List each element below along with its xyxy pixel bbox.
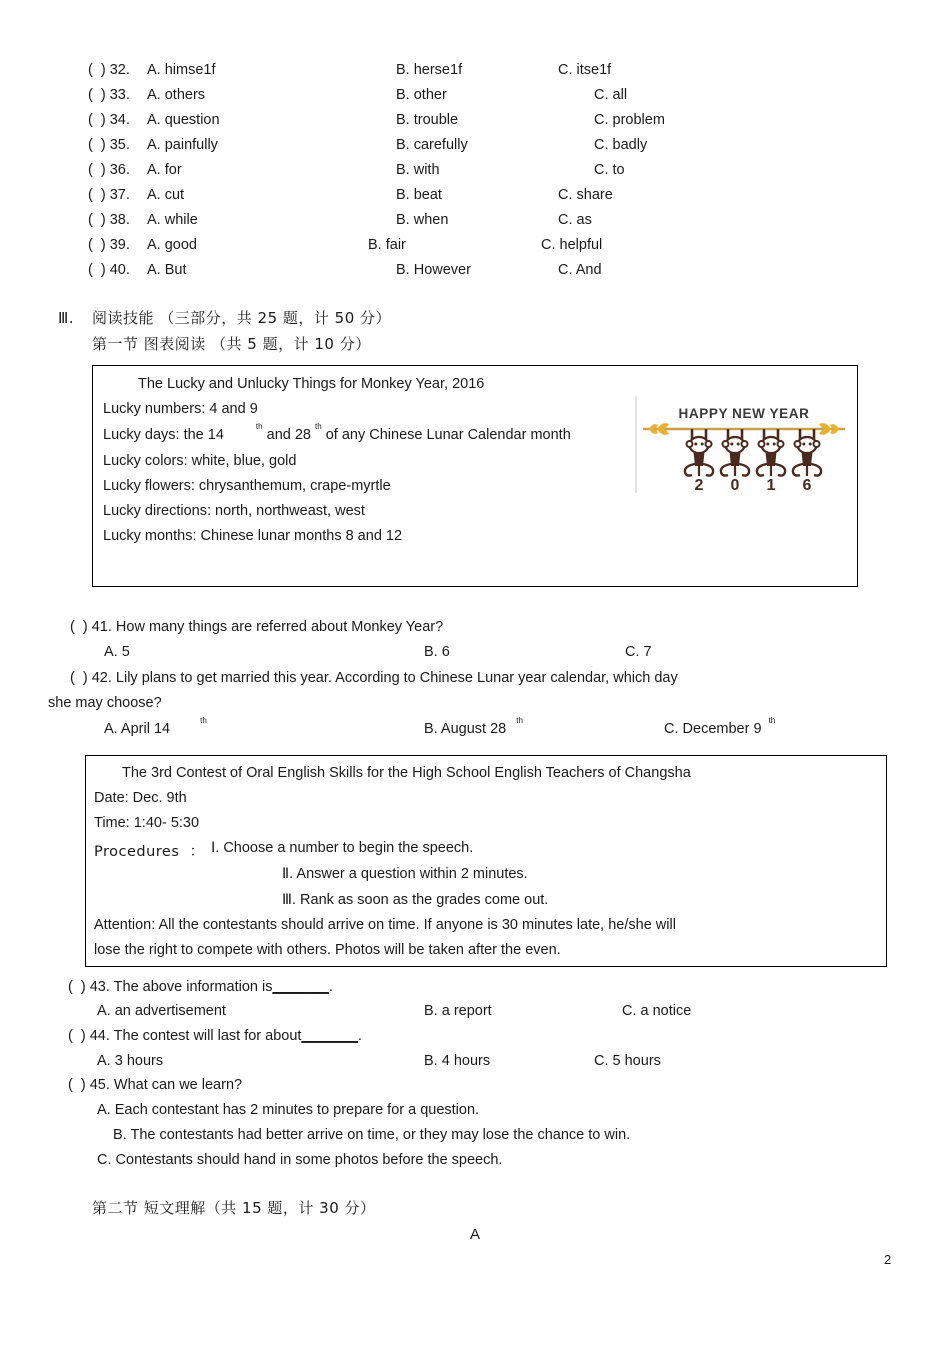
cloze-option-a[interactable]: A. question (147, 112, 220, 128)
question-42-option-b-sup: th (516, 716, 523, 725)
cloze-row-marker: ( ) 37. (88, 187, 130, 203)
question-42-option-a[interactable] (104, 716, 207, 738)
question-43-option-b[interactable]: B. a report (424, 1003, 492, 1019)
question-44-option-a[interactable]: A. 3 hours (97, 1053, 164, 1069)
cloze-option-a[interactable]: A. But (147, 262, 187, 278)
question-44-stem (68, 1029, 362, 1045)
question-43-option-c[interactable]: C. a notice (622, 1003, 692, 1019)
contest-box-title: The 3rd Contest of Oral English Skills for the High School English Teachers of Changsha (122, 765, 691, 781)
contest-box-procedure-3: Ⅲ. Rank as soon as the grades come out. (282, 892, 549, 908)
cloze-option-c[interactable]: C. share (558, 187, 613, 203)
cloze-option-c[interactable]: C. And (558, 262, 602, 278)
monkey-year-box (92, 365, 858, 587)
question-42-stem-line2: she may choose? (48, 695, 162, 711)
cloze-option-c[interactable]: C. as (558, 212, 592, 228)
cloze-option-b[interactable]: B. However (396, 262, 471, 278)
question-45-stem: ( ) 45. What can we learn? (68, 1077, 243, 1093)
cloze-row-marker: ( ) 36. (88, 162, 130, 178)
monkey-box-title: The Lucky and Unlucky Things for Monkey Year, 2016 (138, 376, 485, 392)
monkey-box-days-sup2: th (315, 422, 322, 431)
passage-label-a: A (470, 1226, 481, 1243)
question-45-option-b[interactable]: B. The contestants had better arrive on time, or they may lose the chance to win. (113, 1127, 631, 1143)
contest-notice-box (85, 755, 887, 967)
question-44-option-b[interactable]: B. 4 hours (424, 1053, 491, 1069)
question-41-option-c[interactable]: C. 7 (625, 644, 652, 660)
monkey-box-days (103, 422, 571, 443)
question-41-stem: ( ) 41. How many things are referred about Monkey Year? (70, 619, 444, 635)
monkey-tail-digit: 6 (802, 477, 812, 493)
question-42-option-b-label: B. August 28 (424, 720, 507, 737)
monkey-box-days-prefix: Lucky days: the 14 (103, 426, 224, 443)
monkey-box-numbers: Lucky numbers: 4 and 9 (103, 401, 258, 417)
question-42-stem-line1: ( ) 42. Lily plans to get married this year. According to Chinese Lunar year calendar, which day (70, 670, 678, 686)
cloze-option-c[interactable]: C. badly (594, 137, 648, 153)
question-43-blank[interactable]: _______ (272, 979, 329, 995)
question-42-option-c-sup: th (768, 716, 776, 725)
cloze-row-marker: ( ) 32. (88, 62, 130, 78)
contest-box-date: Date: Dec. 9th (94, 790, 187, 806)
monkey-box-months: Lucky months: Chinese lunar months 8 and 12 (103, 528, 403, 544)
cloze-row (0, 187, 950, 212)
happy-new-year-text: HAPPY NEW YEAR (678, 406, 810, 421)
question-42-option-a-label: A. April 14 (104, 720, 171, 737)
cloze-option-a[interactable]: A. cut (147, 187, 185, 203)
cloze-option-b[interactable]: B. beat (396, 187, 442, 203)
cloze-option-b[interactable]: B. with (396, 162, 440, 178)
question-43-stem (68, 980, 333, 996)
cloze-row (0, 212, 950, 237)
question-42-option-b[interactable] (424, 716, 523, 738)
monkey-tail-digit: 1 (766, 477, 776, 493)
monkey-box-days-mid: and 28 (266, 426, 311, 443)
cloze-option-c[interactable]: C. all (594, 87, 628, 103)
cloze-option-b[interactable]: B. herse1f (396, 62, 463, 78)
cloze-option-b[interactable]: B. other (396, 87, 447, 103)
cloze-option-c[interactable]: C. itse1f (558, 62, 612, 78)
cloze-row-marker: ( ) 39. (88, 237, 130, 253)
monkey-tail-digit: 0 (730, 477, 740, 493)
monkey-box-days-sup1: th (255, 422, 263, 431)
contest-box-time: Time: 1:40- 5:30 (94, 815, 200, 831)
question-43-stem-pre: ( ) 43. The above information is (68, 979, 273, 995)
section-three-heading: 阅读技能 （三部分，共 25 题，计 50 分） (92, 309, 392, 327)
contest-box-attention-line1: Attention: All the contestants should arrive on time. If anyone is 30 minutes late, he/she will (94, 917, 676, 933)
cloze-option-b[interactable]: B. carefully (396, 137, 468, 153)
part-two-heading: 第二节 短文理解（共 15 题，计 30 分） (92, 1199, 376, 1217)
question-44-stem-post: . (357, 1028, 362, 1044)
question-42-option-a-sup: th (200, 716, 207, 725)
cloze-row (0, 112, 950, 137)
monkey-box-days-tail: of any Chinese Lunar Calendar month (325, 426, 571, 443)
cloze-option-a[interactable]: A. painfully (147, 137, 218, 153)
contest-box-procedures-label: Procedures ： (94, 844, 205, 860)
cloze-row (0, 62, 950, 87)
cloze-option-c[interactable]: C. problem (594, 112, 665, 128)
question-45-option-c[interactable]: C. Contestants should hand in some photos before the speech. (97, 1152, 503, 1168)
cloze-option-a[interactable]: A. good (147, 237, 197, 253)
question-44-option-c[interactable]: C. 5 hours (594, 1053, 661, 1069)
cloze-row (0, 262, 950, 287)
cloze-row (0, 137, 950, 162)
contest-box-attention-line2: lose the right to compete with others. Photos will be taken after the even. (94, 942, 561, 958)
question-44-blank[interactable]: _______ (301, 1028, 358, 1044)
cloze-option-a[interactable]: A. himse1f (147, 62, 216, 78)
cloze-option-b[interactable]: B. fair (368, 237, 406, 253)
monkey-box-flowers: Lucky flowers: chrysanthemum, crape-myrtle (103, 478, 391, 494)
cloze-row (0, 87, 950, 112)
contest-box-procedure-1: Ⅰ. Choose a number to begin the speech. (211, 840, 474, 856)
cloze-option-b[interactable]: B. trouble (396, 112, 459, 128)
question-44-stem-pre: ( ) 44. The contest will last for about (68, 1028, 302, 1044)
monkey-tail-digit: 2 (694, 477, 704, 493)
cloze-option-a[interactable]: A. for (147, 162, 182, 178)
cloze-row (0, 237, 950, 262)
cloze-row (0, 162, 950, 187)
monkey-illustration-svg (637, 396, 851, 493)
cloze-option-c[interactable]: C. helpful (541, 237, 603, 253)
cloze-row-marker: ( ) 35. (88, 137, 130, 153)
contest-box-procedure-2: Ⅱ. Answer a question within 2 minutes. (282, 866, 528, 882)
cloze-row-marker: ( ) 33. (88, 87, 130, 103)
cloze-row-marker: ( ) 38. (88, 212, 130, 228)
happy-new-year-image (635, 396, 851, 493)
question-42-option-c[interactable] (664, 716, 776, 738)
question-43-option-a[interactable]: A. an advertisement (97, 1003, 226, 1019)
question-41-option-a[interactable]: A. 5 (104, 644, 130, 660)
cloze-row-marker: ( ) 34. (88, 112, 130, 128)
cloze-option-b[interactable]: B. when (396, 212, 449, 228)
monkey-box-colors: Lucky colors: white, blue, gold (103, 453, 297, 469)
section-three-part-one: 第一节 图表阅读 （共 5 题，计 10 分） (92, 335, 371, 353)
cloze-option-c[interactable]: C. to (594, 162, 625, 178)
cloze-option-a[interactable]: A. while (147, 212, 198, 228)
monkey-box-directions: Lucky directions: north, northweast, west (103, 503, 365, 519)
question-45-option-a[interactable]: A. Each contestant has 2 minutes to prepare for a question. (97, 1102, 480, 1118)
question-41-option-b[interactable]: B. 6 (424, 644, 450, 660)
cloze-option-a[interactable]: A. others (147, 87, 206, 103)
section-three-numeral: Ⅲ. (58, 309, 75, 327)
question-43-stem-post: . (328, 979, 333, 995)
question-42-option-c-label: C. December 9 (664, 720, 762, 737)
cloze-row-marker: ( ) 40. (88, 262, 130, 278)
page-number: 2 (884, 1252, 892, 1267)
